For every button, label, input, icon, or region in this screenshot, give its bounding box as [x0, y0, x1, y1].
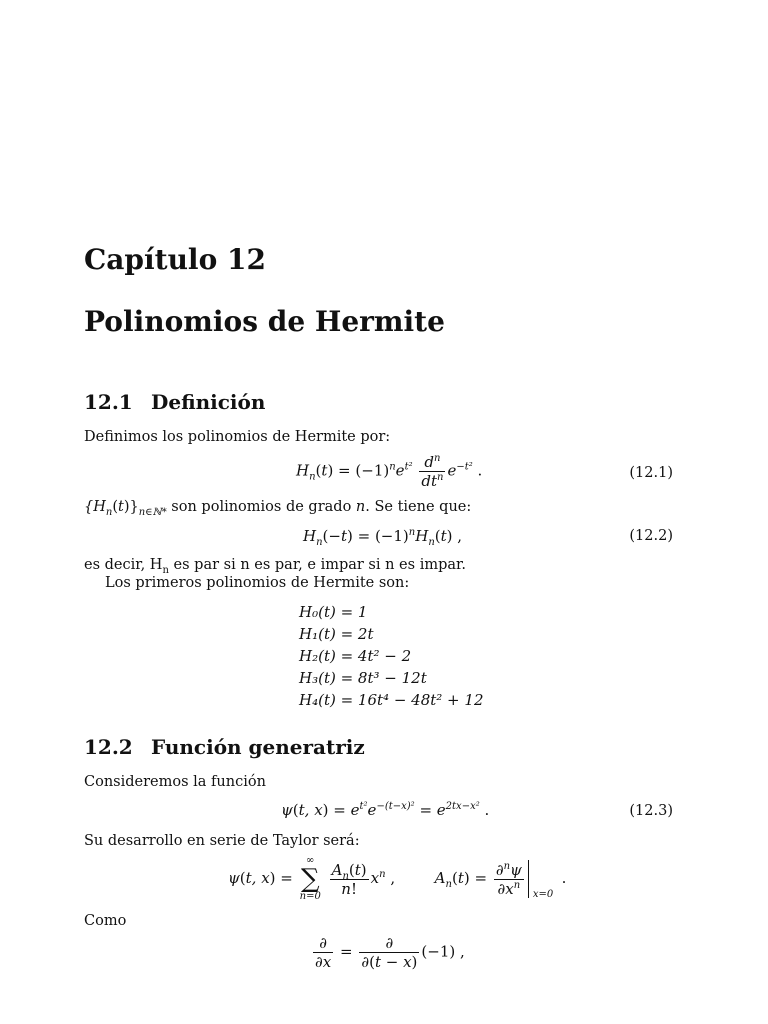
- section-heading-2: [84, 735, 365, 759]
- equation-derivative-relation: $\frac{\partial}{\partial x}$ = $\frac{\partial}{\partial(t - x)}$ (−1) ,: [315, 934, 465, 971]
- equation-12-3: ψ(t, $x) = e^{t^2}e^{-(t-x)^2} = e^{2tx-x^2}$ .: [281, 801, 490, 819]
- hermite-h2: H₂(t) = 4t² − 2: [299, 647, 412, 665]
- paragraph-como: Como: [84, 913, 127, 929]
- paragraph-degree-text: son polinomios de grado: [166, 499, 356, 515]
- paragraph-degree: $\{H_n(t)\}_{n\in ℕ*}$ son polinomios de grado n. Se tiene que:: [84, 499, 472, 518]
- chapter-title: Polinomios de Hermite: [84, 305, 445, 338]
- section-title: Función generatriz: [151, 735, 365, 759]
- section-number: 12.2: [84, 735, 133, 759]
- paragraph-degree-end: . Se tiene que:: [365, 499, 472, 515]
- paragraph-taylor: Su desarrollo en serie de Taylor será:: [84, 833, 360, 849]
- paragraph-consider: Consideremos la función: [84, 774, 266, 790]
- paragraph-definition: Definimos los polinomios de Hermite por:: [84, 429, 391, 445]
- section-number: 12.1: [84, 390, 133, 414]
- section-heading-1: [84, 390, 265, 414]
- equation-taylor-series: ψ(t, x) = ∞ ∑ n=0 $\frac{A_n(t)}{n!}$ $x^n$ , $A_n(t)$ = $\frac{\partial^n\psi}{\partial x^n}$ x=0 .: [228, 855, 567, 902]
- hermite-h1: H₁(t) = 2t: [299, 625, 374, 643]
- paragraph-parity: es decir, $H_n$ es par si n es par, e impar si n es impar.: [84, 557, 466, 576]
- equation-number-12-3: (12.3): [629, 803, 673, 819]
- equation-number-12-2: (12.2): [629, 528, 673, 544]
- variable-n: n: [355, 499, 366, 515]
- equation-12-1: $H_n(t) = (-1)^ne^{t^2}$ $\frac{d^n}{dt^n}$ $e^{-t^2}$ .: [296, 453, 483, 490]
- hermite-polynomial-list: [299, 601, 483, 711]
- chapter-label: Capítulo 12: [84, 243, 266, 276]
- hermite-h4: H₄(t) = 16t⁴ − 48t² + 12: [299, 691, 484, 709]
- equation-number-12-1: (12.1): [629, 465, 673, 481]
- hermite-h0: H₀(t) = 1: [299, 603, 368, 621]
- section-title: Definición: [151, 390, 266, 414]
- equation-12-2: $H_n(-t) = (-1)^nH_n(t)$ ,: [303, 527, 463, 548]
- hermite-h3: H₃(t) = 8t³ − 12t: [299, 669, 427, 687]
- paragraph-first-polynomials: Los primeros polinomios de Hermite son:: [105, 575, 410, 591]
